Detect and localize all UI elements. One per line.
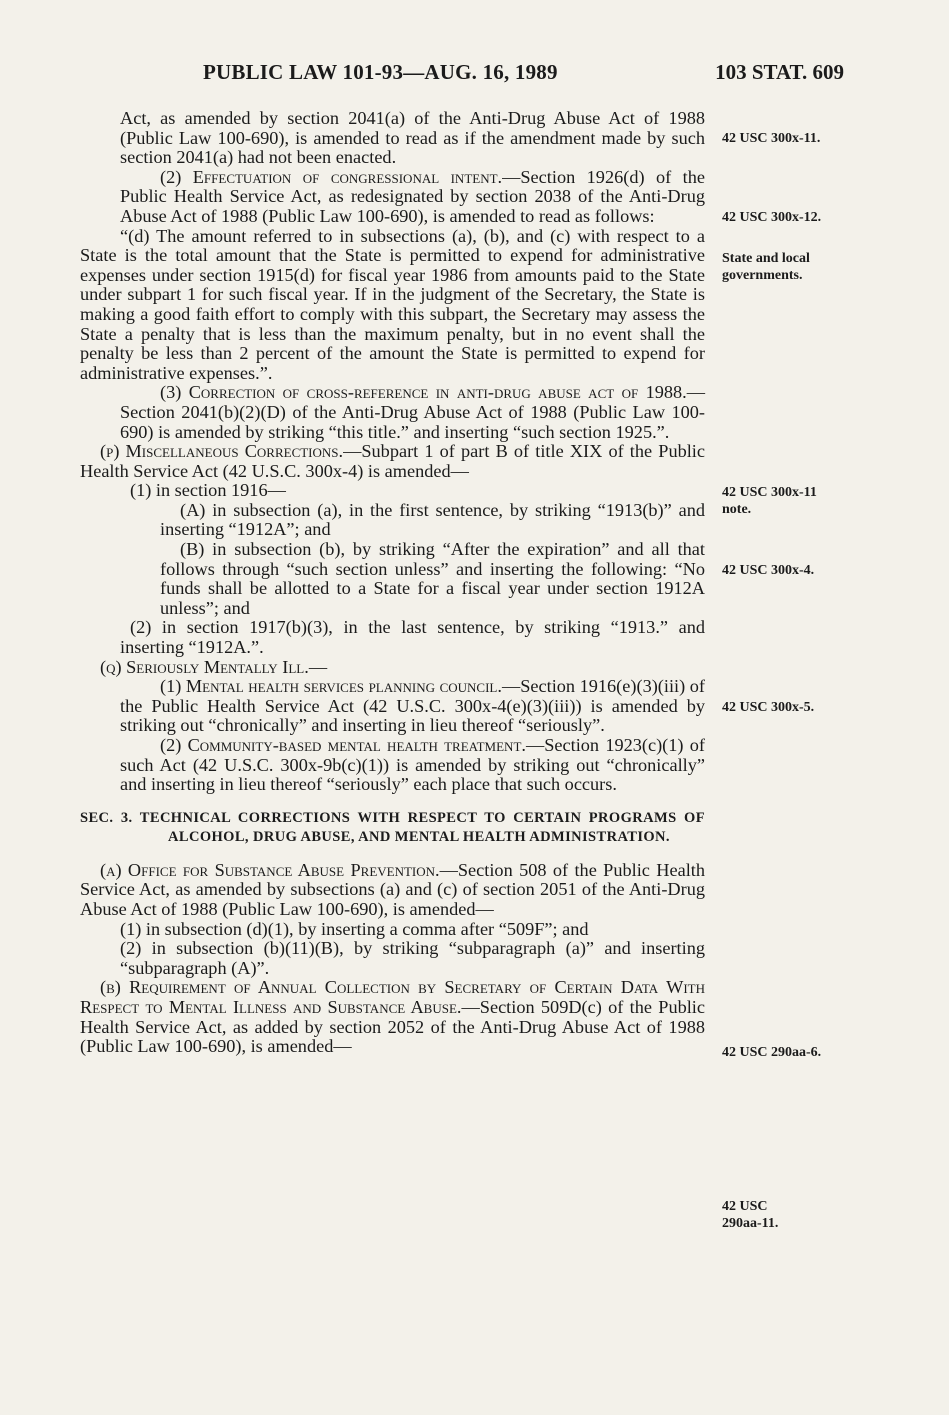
clause-2-section-1917: (2) in section 1917(b)(3), in the last sentence, by striking “1913.” and inserting “1912A.”. bbox=[120, 617, 705, 658]
subsection-a-osap bbox=[80, 861, 705, 920]
subsection-heading: (a) Office for Substance Abuse Prevention. bbox=[100, 859, 440, 880]
paragraph-2-community-treatment bbox=[80, 736, 705, 795]
subsection-text: —Subpart 1 of part B of title XIX of the Public Health Service Act (42 U.S.C. 300x-4) is amended— bbox=[80, 441, 705, 481]
paragraph-heading: (2) Effectuation of congressional intent. bbox=[160, 166, 503, 187]
page-title: PUBLIC LAW 101-93—AUG. 16, 1989 bbox=[203, 60, 558, 84]
subsection-heading: (q) Seriously Mentally Ill. bbox=[100, 656, 309, 677]
statute-body bbox=[80, 109, 705, 1057]
page-header bbox=[0, 60, 949, 90]
subsection-heading: (b) Requirement of Annual Collection by Secretary of Certain Data With Respect to Mental Illness and Substance Abuse. bbox=[80, 977, 705, 1017]
margin-note: 42 USC 300x-4. bbox=[722, 563, 815, 578]
subsection-text: —Section 509D(c) of the Public Health Service Act, as added by section 2052 of the Anti-Drug Abuse Act of 1988 (Public Law 100-690), is amended— bbox=[80, 996, 705, 1057]
paragraph-text: —Section 1916(e)(3)(iii) of the Public Health Service Act (42 U.S.C. 300x-4(e)(3)(iii)) is amended by striking out “chronically” and inserting in lieu thereof “seriously”. bbox=[120, 676, 706, 736]
margin-note: 42 USC 290aa-11. bbox=[722, 1199, 779, 1231]
paragraph-text: —Section 2041(b)(2)(D) of the Anti-Drug Abuse Act of 1988 (Public Law 100-690) is amended by striking “this title.” and inserting “such section 1925.”. bbox=[120, 382, 705, 442]
paragraph-continuation: Act, as amended by section 2041(a) of the Anti-Drug Abuse Act of 1988 (Public Law 100-690), is amended to read as if the amendment made by such section 2041(a) had not been enacted. bbox=[120, 108, 705, 168]
paragraph-heading: (3) Correction of cross-reference in anti-drug abuse act of 1988. bbox=[160, 382, 687, 403]
subsection-q bbox=[80, 658, 705, 678]
clause-1-section-1916: (1) in section 1916— bbox=[130, 480, 286, 501]
clause-1-subsection-d1: (1) in subsection (d)(1), by inserting a comma after “509F”; and bbox=[120, 918, 589, 939]
stat-page-number: 103 STAT. 609 bbox=[715, 60, 844, 84]
margin-note: 42 USC 300x-11 note. bbox=[722, 485, 817, 517]
subsection-text: —Section 508 of the Public Health Service Act, as amended by subsections (a) and (c) of section 2051 of the Anti-Drug Abuse Act of 1988 (Public Law 100-690), is amended— bbox=[80, 859, 705, 919]
clause-2-subsection-b11: (2) in subsection (b)(11)(B), by striking “subparagraph (a)” and inserting “subparagraph (A)”. bbox=[120, 938, 705, 978]
paragraph-2-effectuation bbox=[80, 168, 705, 227]
margin-note: 42 USC 290aa-6. bbox=[722, 1045, 822, 1060]
paragraph-3-correction bbox=[80, 383, 705, 442]
paragraph-text: —Section 1926(d) of the Public Health Service Act, as redesignated by section 2038 of the Anti-Drug Abuse Act of 1988 (Public Law 100-690), is amended to read as follows: bbox=[120, 166, 705, 226]
paragraph-heading: (2) Community-based mental health treatment. bbox=[160, 735, 526, 755]
section-3-heading: SEC. 3. TECHNICAL CORRECTIONS WITH RESPECT TO CERTAIN PROGRAMS OF ALCOHOL, DRUG ABUSE, AND MENTAL HEALTH ADMINISTRATION. bbox=[80, 809, 705, 845]
margin-note: 42 USC 300x-5. bbox=[722, 700, 815, 715]
margin-note: 42 USC 300x-11. bbox=[722, 131, 821, 146]
paragraph-text: —Section 1923(c)(1) of such Act (42 U.S.C. 300x-9b(c)(1)) is amended by striking out “chronically” and inserting in lieu thereof “seriously” each place that such occurs. bbox=[120, 735, 705, 795]
paragraph-heading: (1) Mental health services planning council. bbox=[160, 676, 502, 697]
subsection-b-annual-collection bbox=[80, 978, 705, 1056]
margin-note: State and local governments. bbox=[722, 251, 810, 283]
margin-note: 42 USC 300x-12. bbox=[722, 210, 822, 225]
paragraph-1-planning-council bbox=[80, 677, 705, 736]
paragraph-quoted-subsection-d: “(d) The amount referred to in subsections (a), (b), and (c) with respect to a State is the total amount that the State is permitted to expend for administrative expenses under section 1915(d) for fiscal year 1986 from amounts paid to the State under subpart 1 for such fiscal year. If in the judgment of the Secretary, the State is making a good faith effort to comply with this subpart, the Secretary may assess the State a penalty that is less than the maximum penalty, but in no event shall the penalty be less than 2 percent of the amount the State is permitted to expend for administrative expenses.”. bbox=[80, 225, 705, 383]
subsection-text: — bbox=[308, 656, 328, 677]
clause-A: (A) in subsection (a), in the first sentence, by striking “1913(b)” and inserting “1912A”; and bbox=[160, 499, 705, 540]
subsection-heading: (p) Miscellaneous Corrections. bbox=[100, 441, 344, 462]
subsection-p bbox=[80, 442, 705, 481]
clause-B: (B) in subsection (b), by striking “After the expiration” and all that follows through “such section unless” and inserting the following: “No funds shall be allotted to a State for a fiscal year under section 1912A unless”; and bbox=[160, 539, 705, 618]
